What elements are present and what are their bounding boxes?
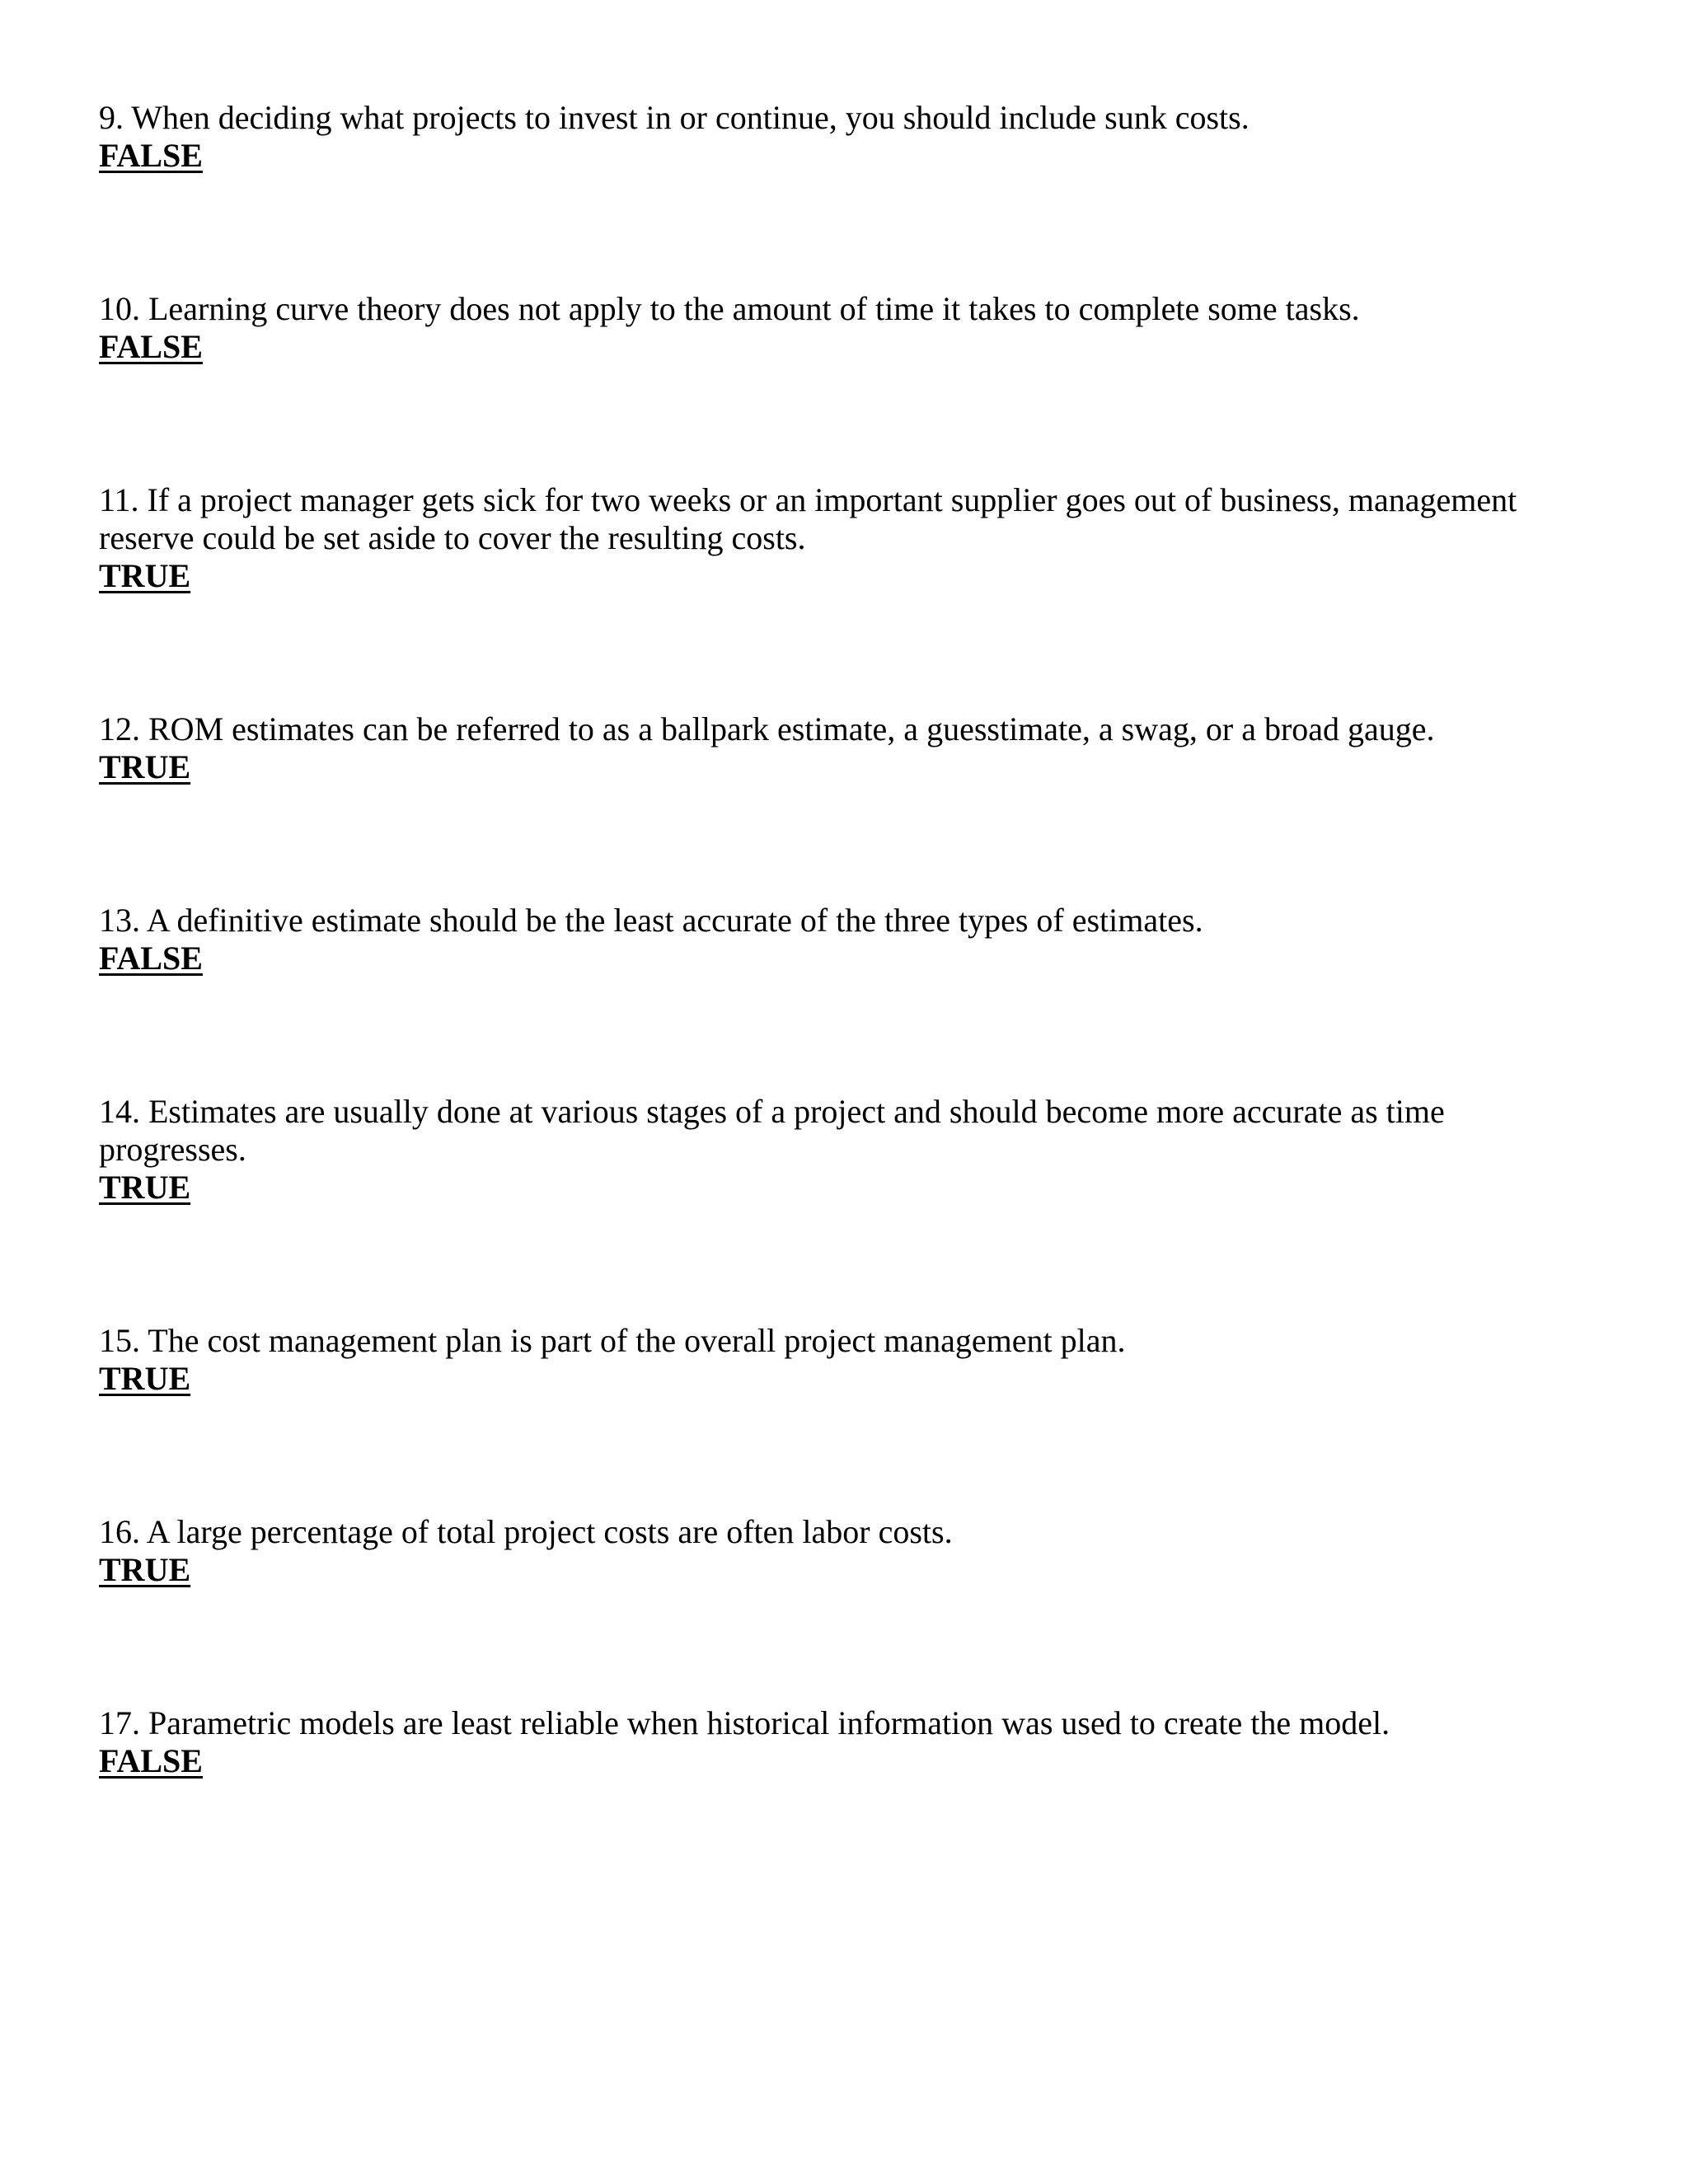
question-item bbox=[99, 1093, 1566, 1207]
answer-label: TRUE bbox=[99, 1360, 191, 1397]
question-text: 14. Estimates are usually done at various stages of a project and should become more accurate as time progresses. bbox=[99, 1093, 1445, 1168]
question-text: 15. The cost management plan is part of the overall project management plan. bbox=[99, 1322, 1126, 1359]
answer-label: FALSE bbox=[99, 940, 203, 977]
answer-label: TRUE bbox=[99, 557, 191, 594]
answer-label: TRUE bbox=[99, 748, 191, 785]
question-item bbox=[99, 710, 1566, 786]
question-item bbox=[99, 290, 1566, 366]
answer-label: FALSE bbox=[99, 1742, 203, 1779]
question-item bbox=[99, 99, 1566, 175]
question-item bbox=[99, 1704, 1566, 1780]
answer-label: TRUE bbox=[99, 1169, 191, 1206]
question-item bbox=[99, 902, 1566, 977]
question-text: 17. Parametric models are least reliable when historical information was used to create the model. bbox=[99, 1704, 1390, 1741]
answer-label: FALSE bbox=[99, 328, 203, 365]
question-item bbox=[99, 481, 1566, 595]
question-text: 12. ROM estimates can be referred to as a ballpark estimate, a guesstimate, a swag, or a broad gauge. bbox=[99, 710, 1435, 748]
question-text: 16. A large percentage of total project costs are often labor costs. bbox=[99, 1513, 953, 1550]
answer-label: TRUE bbox=[99, 1551, 191, 1588]
answer-label: FALSE bbox=[99, 137, 203, 174]
question-item bbox=[99, 1322, 1566, 1398]
question-text: 13. A definitive estimate should be the least accurate of the three types of estimates. bbox=[99, 902, 1203, 939]
question-text: 10. Learning curve theory does not apply to the amount of time it takes to complete some tasks. bbox=[99, 290, 1360, 327]
question-text: 11. If a project manager gets sick for two weeks or an important supplier goes out of business, management reserve could be set aside to cover the resulting costs. bbox=[99, 481, 1517, 556]
question-text: 9. When deciding what projects to invest in or continue, you should include sunk costs. bbox=[99, 99, 1250, 136]
question-item bbox=[99, 1513, 1566, 1589]
